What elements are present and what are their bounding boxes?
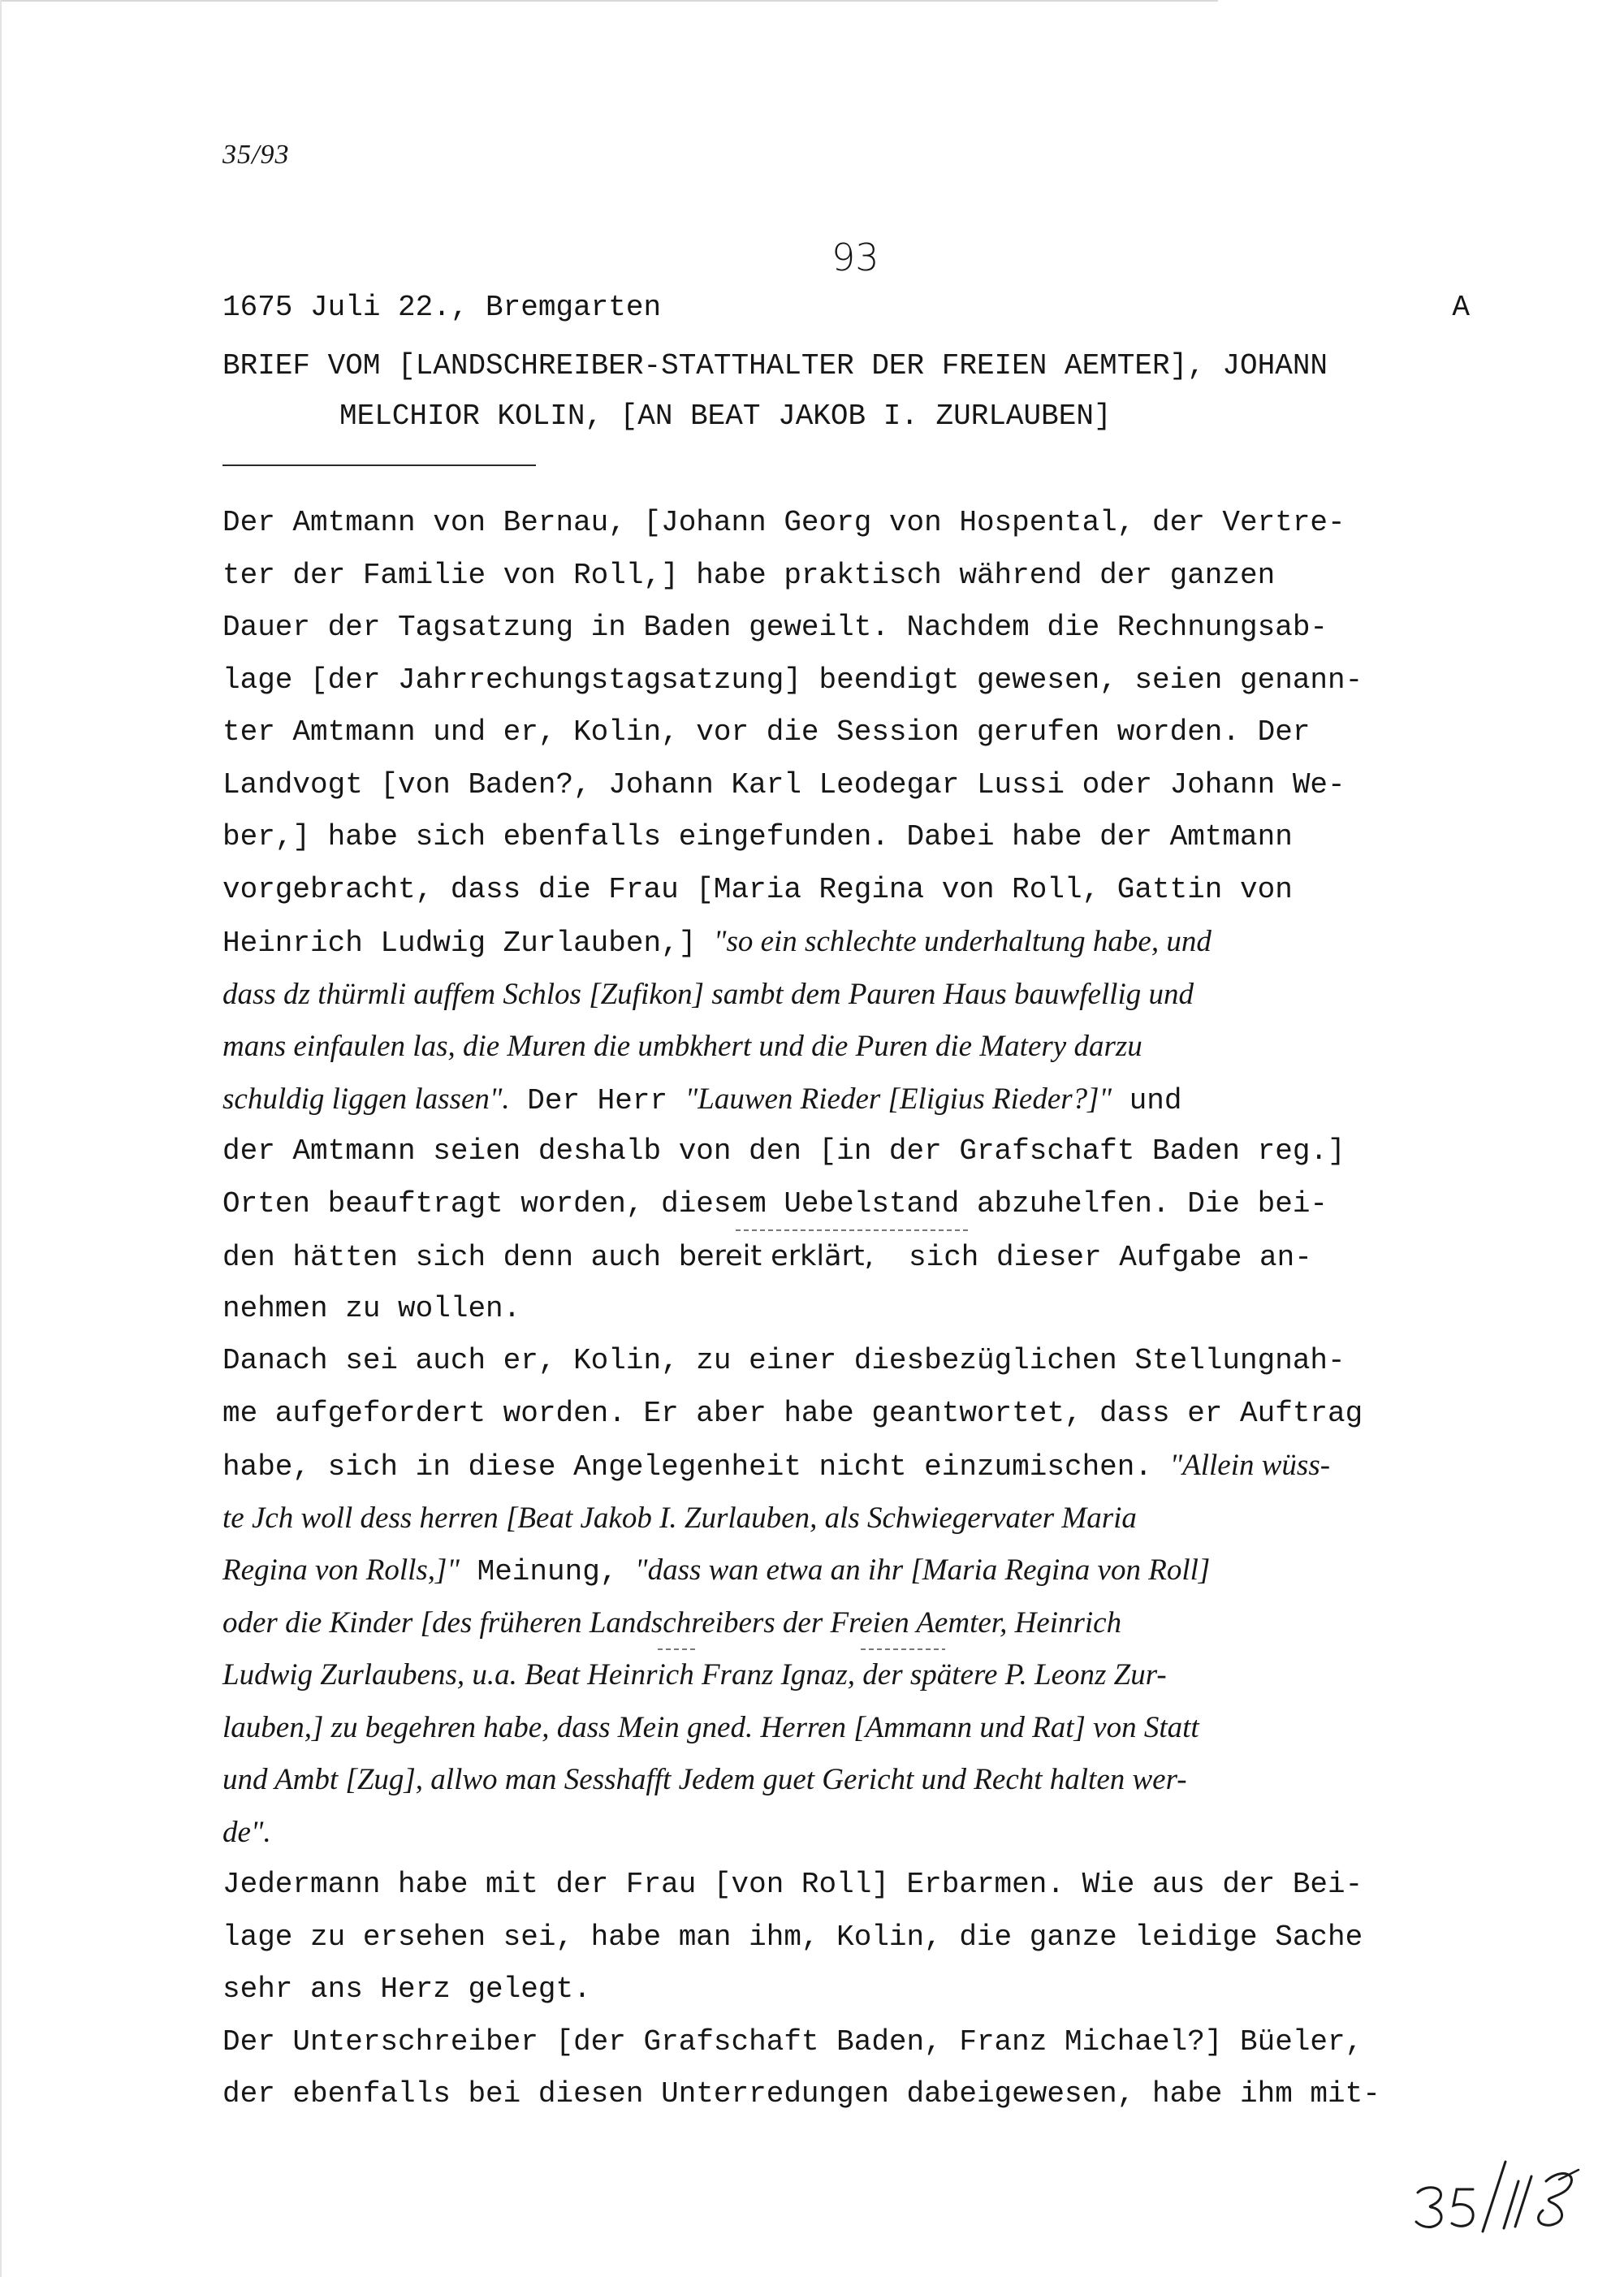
body-line: me aufgefordert worden. Er aber habe geantwortet, dass er Auftrag — [222, 1396, 1363, 1430]
correction-text: bereit erklärt, — [678, 1240, 874, 1272]
body-line: der ebenfalls bei diesen Unterredungen dabeigewesen, habe ihm mit- — [222, 2077, 1380, 2111]
regest-body — [222, 497, 1522, 2121]
correction-mark — [736, 1229, 971, 1231]
quotation-line: dass dz thürmli auffem Schlos [Zufikon] sambt dem Pauren Haus bauwfellig und — [222, 977, 1194, 1011]
body-line: lage [der Jahrrechungstagsatzung] beendigt gewesen, seien genann- — [222, 663, 1363, 697]
title-divider — [222, 464, 536, 466]
title-line-1: BRIEF VOM [LANDSCHREIBER-STATTHALTER DER FREIEN AEMTER], JOHANN — [222, 349, 1328, 382]
body-line: Der Unterschreiber [der Grafschaft Baden, Franz Michael?] Büeler, — [222, 2024, 1363, 2059]
body-line — [222, 916, 1522, 969]
quotation: "so ein schlechte underhaltung habe, und — [713, 925, 1212, 958]
quotation: "dass wan etwa an ihr [Maria Regina von Roll] — [635, 1553, 1211, 1587]
body-text: den hätten sich denn auch — [222, 1241, 679, 1274]
body-line: ter Amtmann und er, Kolin, vor die Session gerufen worden. Der — [222, 715, 1311, 749]
body-line: der Amtmann seien deshalb von den [in der Grafschaft Baden reg.] — [222, 1134, 1345, 1168]
quotation-line: mans einfaulen las, die Muren die umbkhert und die Puren die Matery darzu — [222, 1030, 1142, 1063]
correction-mark — [861, 1648, 945, 1650]
body-text: Der Herr — [509, 1083, 685, 1117]
quotation: Regina von Rolls,]" — [222, 1553, 460, 1587]
body-line: Jedermann habe mit der Frau [von Roll] Erbarmen. Wie aus der Bei- — [222, 1868, 1363, 1901]
body-text: und — [1112, 1083, 1182, 1117]
body-line: ter der Familie von Roll,] habe praktisch während der ganzen — [222, 558, 1276, 592]
quotation-line: lauben,] zu begehren habe, dass Mein gned. Herren [Ammann und Rat] von Statt — [222, 1710, 1199, 1744]
quotation-line: oder die Kinder [des früheren Landschreibers der Freien Aemter, Heinrich — [222, 1605, 1122, 1640]
body-line: lage zu ersehen sei, habe man ihm, Kolin, die ganze leidige Sache — [222, 1920, 1363, 1954]
quotation-line: und Ambt [Zug], allwo man Sesshafft Jedem guet Gericht und Recht halten wer- — [222, 1763, 1187, 1796]
body-line: Dauer der Tagsatzung in Baden geweilt. Nachdem die Rechnungsab- — [222, 611, 1328, 644]
body-text: Heinrich Ludwig Zurlauben,] — [222, 927, 714, 960]
body-line: Orten beauftragt worden, diesem Uebelstand abzuhelfen. Die bei- — [222, 1186, 1328, 1221]
document-number: 93 — [831, 235, 879, 279]
document-title — [222, 341, 1470, 442]
quotation-line: de". — [222, 1815, 271, 1849]
category-letter: A — [1452, 291, 1470, 324]
body-line: sehr ans Herz gelegt. — [222, 1972, 591, 2006]
body-text: sich dieser Aufgabe an- — [873, 1241, 1312, 1274]
quotation-line: Ludwig Zurlaubens, u.a. Beat Heinrich Franz Ignaz, der spätere P. Leonz Zur- — [222, 1658, 1167, 1692]
body-line: vorgebracht, dass die Frau [Maria Regina von Roll, Gattin von — [222, 872, 1293, 906]
body-line: Landvogt [von Baden?, Johann Karl Leodegar Lussi oder Johann We- — [222, 767, 1345, 801]
quotation: schuldig liggen lassen". — [222, 1082, 510, 1116]
handwritten-folio-number — [1408, 2157, 1590, 2241]
date-place: 1675 Juli 22., Bremgarten — [222, 291, 662, 324]
body-line — [222, 1440, 1522, 1493]
scan-top-edge — [0, 0, 1218, 2]
body-line: Danach sei auch er, Kolin, zu einer diesbezüglichen Stellungnah- — [222, 1344, 1345, 1377]
title-line-2: MELCHIOR KOLIN, [AN BEAT JAKOB I. ZURLAUBEN] — [339, 400, 1112, 433]
body-line — [222, 1074, 1522, 1126]
quotation: "Allein wüss- — [1169, 1449, 1331, 1482]
quotation: "Lauwen Rieder [Eligius Rieder?]" — [685, 1082, 1112, 1116]
archive-reference: 35/93 — [222, 140, 290, 170]
body-line: ber,] habe sich ebenfalls eingefunden. Dabei habe der Amtmann — [222, 820, 1293, 853]
date-place-line — [222, 291, 1470, 324]
body-text: habe, sich in diese Angelegenheit nicht einzumischen. — [222, 1450, 1170, 1484]
body-line: Der Amtmann von Bernau, [Johann Georg von Hospental, der Vertre- — [222, 506, 1345, 539]
body-line — [222, 1545, 1522, 1597]
correction-mark — [658, 1648, 695, 1650]
body-line — [222, 1230, 1522, 1283]
signature-glyphs — [1408, 2157, 1590, 2241]
body-text: Meinung, — [459, 1555, 636, 1588]
quotation-line: te Jch woll dess herren [Beat Jakob I. Zurlauben, als Schwiegervater Maria — [222, 1501, 1137, 1535]
scan-left-edge — [0, 0, 2, 2277]
body-line: nehmen zu wollen. — [222, 1291, 521, 1325]
